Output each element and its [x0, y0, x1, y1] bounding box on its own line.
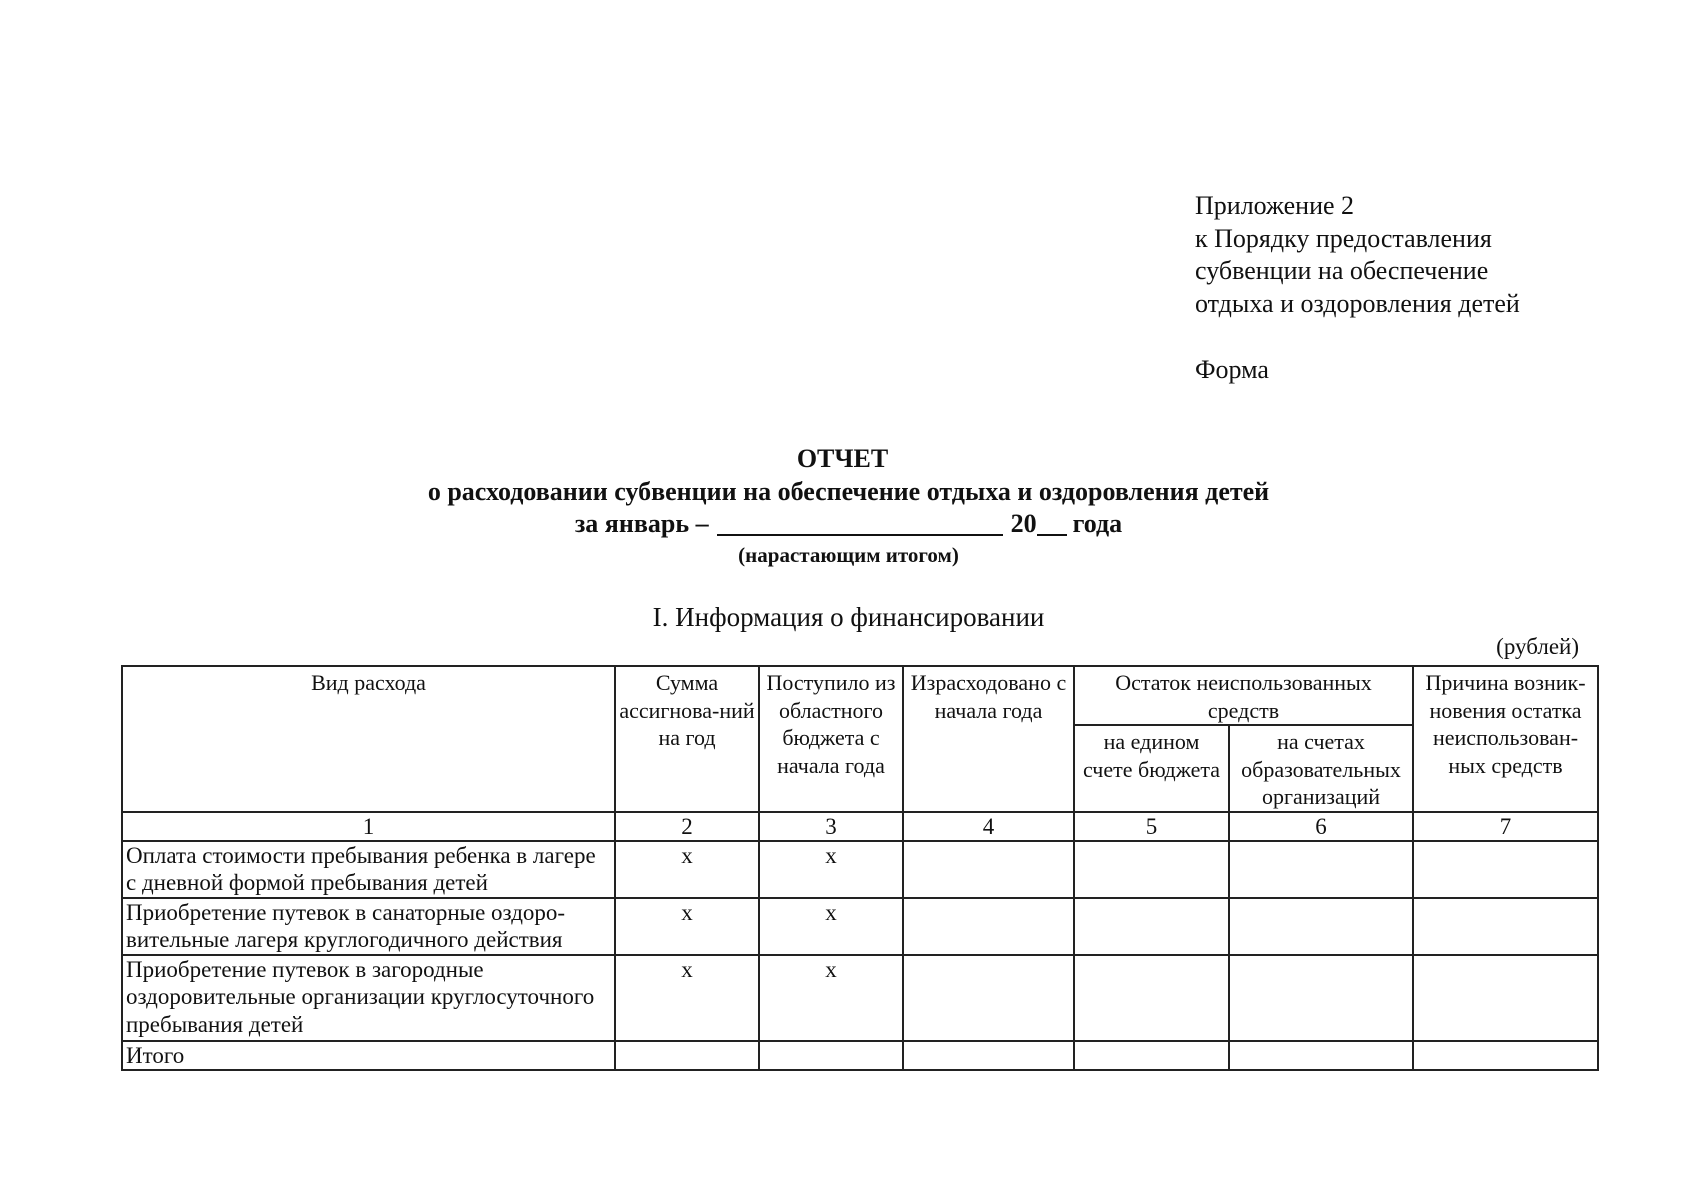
row-cell-reason	[1413, 898, 1598, 955]
row-cell-spent	[903, 898, 1074, 955]
header-expense-type: Вид расхода	[122, 666, 615, 812]
total-row	[122, 1041, 1598, 1071]
header-spent: Израсходовано с начала года	[903, 666, 1074, 812]
row-cell-allocation: х	[615, 955, 759, 1041]
row-cell-spent	[903, 841, 1074, 898]
row-expense-name: Приобретение путевок в санаторные оздоро-вительные лагеря круглогодичного действия	[122, 898, 615, 955]
report-subtitle: о расходовании субвенции на обеспечение отдыха и оздоровления детей	[427, 477, 1270, 506]
column-number: 7	[1413, 812, 1598, 841]
header-row	[122, 666, 1598, 725]
row-cell-reason	[1413, 841, 1598, 898]
period-year-blank	[1037, 510, 1067, 536]
section-title: I. Информация о финансировании	[652, 602, 1045, 632]
row-cell-org-accounts	[1229, 898, 1413, 955]
appendix-line: субвенции на обеспечение	[1195, 256, 1489, 285]
table-row	[122, 841, 1598, 898]
total-cell	[1074, 1041, 1229, 1071]
total-label: Итого	[122, 1041, 615, 1071]
row-cell-allocation: х	[615, 898, 759, 955]
appendix-line: к Порядку предоставления	[1195, 223, 1492, 253]
column-number: 6	[1229, 812, 1413, 841]
row-expense-name: Оплата стоимости пребывания ребенка в лагере с дневной формой пребывания детей	[122, 841, 615, 898]
row-cell-org-accounts	[1229, 955, 1413, 1041]
row-cell-budget-account	[1074, 955, 1229, 1041]
table-row	[122, 955, 1598, 1041]
header-unused-balance: Остаток неиспользованных средств	[1074, 666, 1413, 725]
column-number: 2	[615, 812, 759, 841]
row-expense-name: Приобретение путевок в загородные оздоровительные организации круглосуточного пребывания детей	[122, 955, 615, 1041]
appendix-line: Приложение 2	[1195, 191, 1355, 220]
row-cell-budget-account	[1074, 841, 1229, 898]
header-org-accounts: на счетах образовательных организаций	[1229, 725, 1413, 812]
total-cell	[903, 1041, 1074, 1071]
period-suffix: года	[1072, 509, 1123, 538]
report-period	[0, 509, 1697, 539]
total-cell	[759, 1041, 903, 1071]
row-cell-budget-account	[1074, 898, 1229, 955]
header-received: Поступило из областного бюджета с начала года	[759, 666, 903, 812]
row-cell-allocation: х	[615, 841, 759, 898]
period-prefix: за январь –	[574, 509, 709, 538]
appendix-block	[1195, 190, 1520, 320]
period-month-blank	[717, 510, 1003, 536]
row-cell-received: х	[759, 841, 903, 898]
header-reason: Причина возник-новения остатка неиспользован-ных средств	[1413, 666, 1598, 812]
report-note: (нарастающим итогом)	[738, 543, 959, 567]
total-cell	[1229, 1041, 1413, 1071]
column-number-row	[122, 812, 1598, 841]
row-cell-reason	[1413, 955, 1598, 1041]
total-cell	[1413, 1041, 1598, 1071]
report-title: ОТЧЕТ	[796, 444, 889, 473]
appendix-line: отдыха и оздоровления детей	[1195, 288, 1520, 318]
units-label: (рублей)	[1496, 634, 1579, 659]
column-number: 3	[759, 812, 903, 841]
column-number: 1	[122, 812, 615, 841]
total-cell	[615, 1041, 759, 1071]
header-annual-allocation: Сумма ассигнова-ний на год	[615, 666, 759, 812]
financing-table	[121, 665, 1599, 1071]
column-number: 5	[1074, 812, 1229, 841]
column-number: 4	[903, 812, 1074, 841]
table-row	[122, 898, 1598, 955]
period-year: 20	[1010, 509, 1037, 538]
row-cell-spent	[903, 955, 1074, 1041]
header-budget-account: на едином счете бюджета	[1074, 725, 1229, 812]
row-cell-received: х	[759, 955, 903, 1041]
row-cell-org-accounts	[1229, 841, 1413, 898]
row-cell-received: х	[759, 898, 903, 955]
form-label: Форма	[1195, 355, 1269, 384]
